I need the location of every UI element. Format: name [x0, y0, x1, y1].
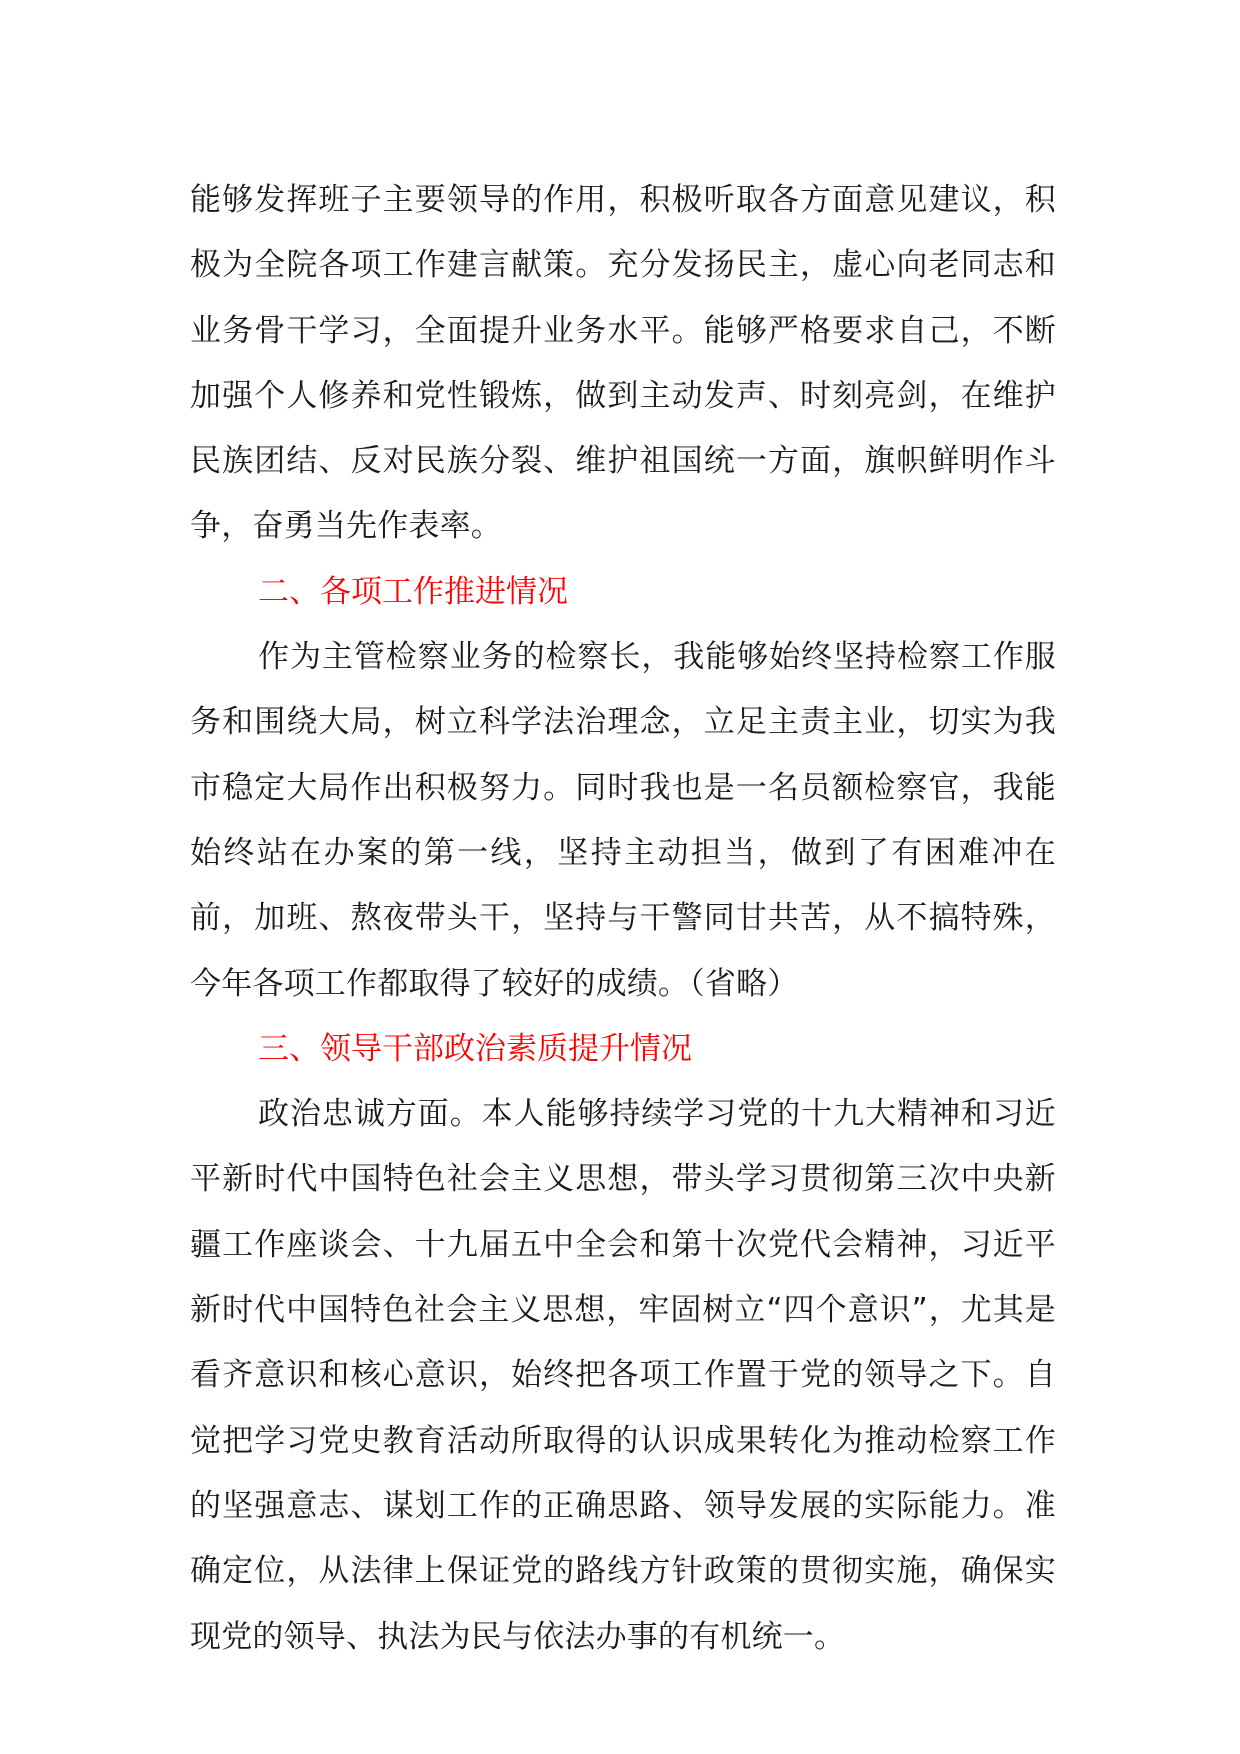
document-body [190, 168, 1056, 1670]
section-heading-political-quality: 三、领导干部政治素质提升情况 [258, 1030, 692, 1067]
paragraph-leadership-role: 能够发挥班子主要领导的作用，积极听取各方面意见建议，积极为全院各项工作建言献策。充分发扬民主，虚心向老同志和业务骨干学习，全面提升业务水平。能够严格要求自己，不断加强个人修养和党性锻炼，做到主动发声、时刻亮剑，在维护民族团结、反对民族分裂、维护祖国统一方面，旗帜鲜明作斗争，奋勇当先作表率。 [190, 182, 1056, 545]
section-heading-work-progress: 二、各项工作推进情况 [258, 573, 568, 610]
paragraph-political-loyalty: 政治忠诚方面。本人能够持续学习党的十九大精神和习近平新时代中国特色社会主义思想，带头学习贯彻第三次中央新疆工作座谈会、十九届五中全会和第十次党代会精神，习近平新时代中国特色社会主义思想，牢固树立“四个意识”，尤其是看齐意识和核心意识，始终把各项工作置于党的领导之下。自觉把学习党史教育活动所取得的认识成果转化为推动检察工作的坚强意志、谋划工作的正确思路、领导发展的实际能力。准确定位，从法律上保证党的路线方针政策的贯彻实施，确保实现党的领导、执法为民与依法办事的有机统一。 [190, 1096, 1056, 1655]
paragraph-work-progress: 作为主管检察业务的检察长，我能够始终坚持检察工作服务和围绕大局，树立科学法治理念，立足主责主业，切实为我市稳定大局作出积极努力。同时我也是一名员额检察官，我能始终站在办案的第一线，坚持主动担当，做到了有困难冲在前，加班、熬夜带头干，坚持与干警同甘共苦，从不搞特殊，今年各项工作都取得了较好的成绩。（省略） [190, 639, 1056, 1002]
